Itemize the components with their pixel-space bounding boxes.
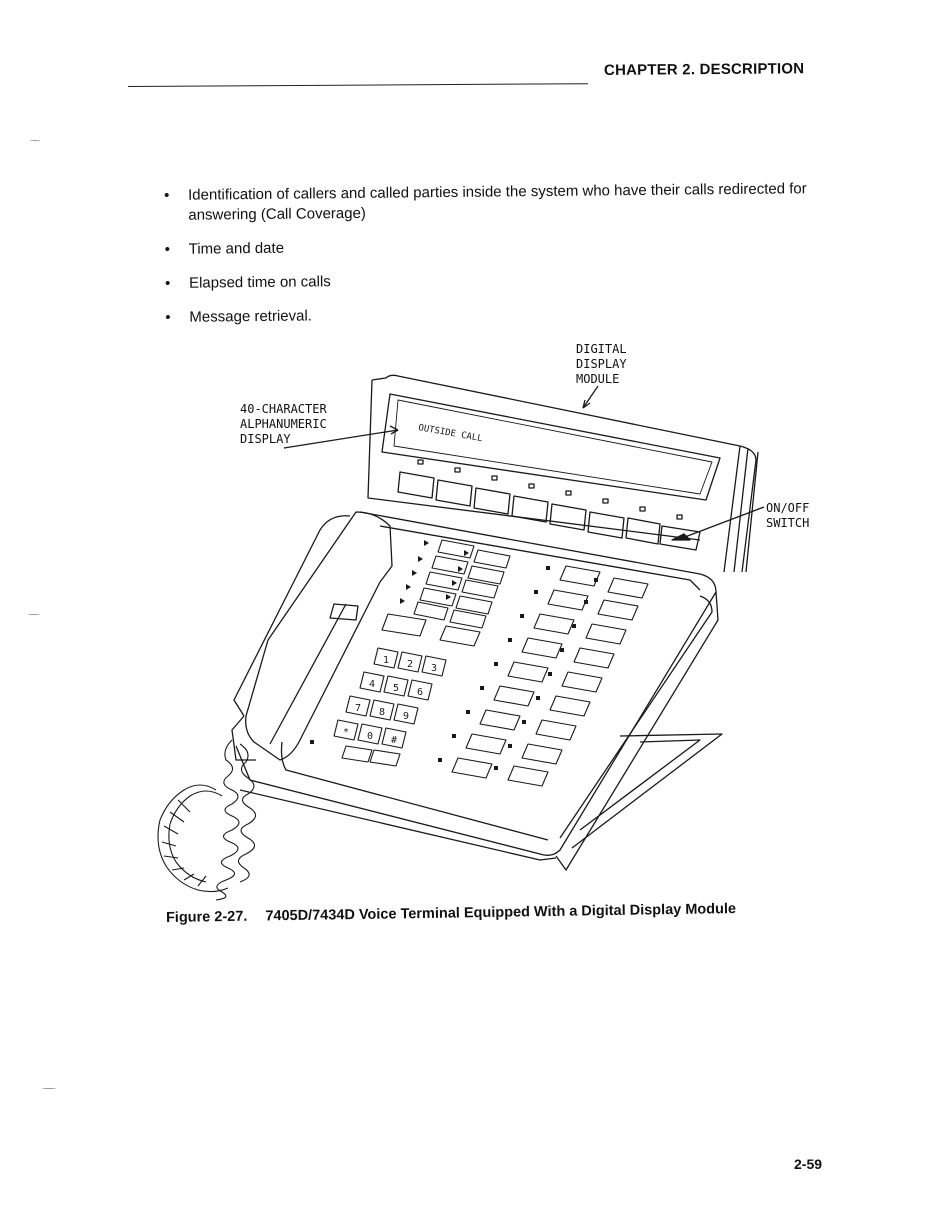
chapter-title: CHAPTER 2. DESCRIPTION — [603, 60, 805, 79]
stand — [572, 734, 722, 848]
scan-mark — [30, 140, 40, 141]
switch-label: ON/OFF SWITCH — [766, 501, 810, 530]
figure-title: 7405D/7434D Voice Terminal Equipped With a Digital Display Module — [265, 901, 737, 925]
dial-key-label: 0 — [367, 731, 374, 742]
dial-key-label: 5 — [393, 683, 400, 694]
display-callout-line — [284, 430, 398, 448]
feature-buttons-left — [382, 540, 510, 646]
dial-key-label: * — [343, 727, 350, 738]
page-number: 2-59 — [794, 1156, 823, 1172]
list-item: • Message retrieval. — [161, 301, 821, 328]
dial-key-label: 7 — [355, 703, 362, 714]
screen-text: OUTSIDE CALL — [417, 423, 484, 445]
handset — [232, 512, 392, 760]
dial-key-label: 6 — [417, 687, 424, 698]
dial-pad — [334, 648, 446, 766]
list-item: • Elapsed time on calls — [161, 267, 821, 294]
phone-base — [236, 512, 716, 855]
ddm-label: DIGITAL DISPLAY MODULE — [576, 342, 627, 386]
list-item: • Identification of callers and called parties inside the system who have their calls redirected for answering (Call Coverage) — [160, 179, 820, 226]
list-item: • Time and date — [161, 233, 821, 260]
dial-key-label: 3 — [431, 663, 438, 674]
dial-key-label: 4 — [369, 679, 376, 690]
figure-number: Figure 2-27. — [165, 908, 248, 926]
dial-key-label: 9 — [403, 711, 410, 722]
scan-mark — [28, 614, 40, 615]
dial-key-label: 1 — [383, 655, 390, 666]
coiled-cord — [158, 740, 256, 900]
dial-key-label: # — [391, 735, 398, 746]
ddm-callout-line — [583, 386, 598, 408]
dial-key-label: 8 — [379, 707, 386, 718]
display-label: 40-CHARACTER ALPHANUMERIC DISPLAY — [240, 402, 327, 446]
scan-mark — [42, 1088, 56, 1089]
dial-key-label: 2 — [407, 659, 414, 670]
display-screen — [382, 394, 720, 500]
